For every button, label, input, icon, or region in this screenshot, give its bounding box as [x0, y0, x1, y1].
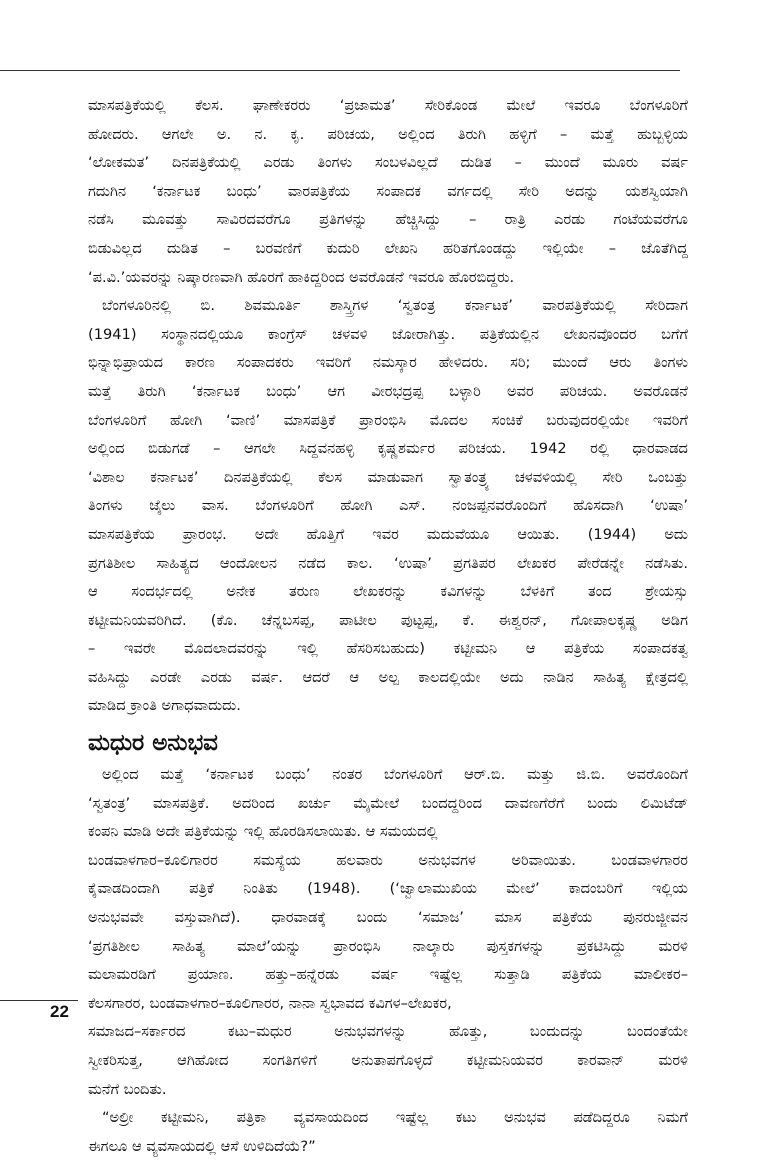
paragraph-1 — [88, 92, 688, 292]
text-line: ಮಲಾಮರಡಿಗೆ ಪ್ರಯಾಣ. ಹತ್ತು–ಹನ್ನೆರಡು ವರ್ಷ ಇಷ್ಟೆಲ್ಲ ಸುತ್ತಾಡಿ ಪತ್ರಿಕೆಯ ಮಾಲೀಕರ– — [88, 966, 688, 984]
paragraph-3 — [88, 761, 688, 1104]
text-line: ನಡೆಸಿ ಮೂವತ್ತು ಸಾವಿರದವರೆಗೂ ಪ್ರತಿಗಳನ್ನು ಹೆಚ್ಚಿಸಿದ್ದು – ರಾತ್ರಿ ಎರಡು ಗಂಟೆಯವರೆಗೂ — [88, 211, 688, 229]
text-line: (1941) ಸಂಸ್ಥಾನದಲ್ಲಿಯೂ ಕಾಂಗ್ರೆಸ್ ಚಳವಳಿ ಜೋರಾಗಿತ್ತು. ಪತ್ರಿಕೆಯಲ್ಲಿನ ಲೇಖನವೊಂದರ ಬಗೆಗೆ — [88, 325, 688, 343]
text-line: ಪ್ರಗತಿಶೀಲ ಸಾಹಿತ್ಯದ ಆಂದೋಲನ ನಡೆದ ಕಾಲ. ‘ಉಷಾ’ ಪ್ರಗತಿಪರ ಲೇಖಕರ ಪೇರೆಡನ್ನೇ ನಡೆಸಿತು. — [88, 554, 688, 572]
text-line: ‘ಪ.ವಿ.’ಯವರನ್ನು ನಿಷ್ಕಾರಣವಾಗಿ ಹೊರಗೆ ಹಾಕಿದ್ದರಿಂದ ಅವರೊಡನೆ ಇವರೂ ಹೊರಬಿದ್ದರು. — [88, 268, 515, 286]
text-line: ‘ಪ್ರಗತಿಶೀಲ ಸಾಹಿತ್ಯ ಮಾಲೆ’ಯನ್ನು ಪ್ರಾರಂಭಿಸಿ ನಾಲ್ಕಾರು ಪುಸ್ತಕಗಳನ್ನು ಪ್ರಕಟಿಸಿದ್ದು ಮರಳಿ — [88, 937, 688, 955]
text-line: ಕೆಲಸಗಾರರ, ಬಂಡವಾಳಗಾರ–ಕೂಲಿಗಾರರ, ನಾನಾ ಸ್ವಭಾವದ ಕವಿಗಳ–ಲೇಖಕರ, — [88, 994, 452, 1012]
text-line: ಬೆಂಗಳೂರಿಗೆ ಹೋಗಿ ‘ವಾಣಿ’ ಮಾಸಪತ್ರಿಕೆ ಪ್ರಾರಂಭಿಸಿ ಮೊದಲ ಸಂಚಿಕೆ ಬರುವುದರಲ್ಲಿಯೇ ಇವರಿಗೆ — [88, 411, 688, 429]
text-line: ‘ಸ್ವತಂತ್ರ’ ಮಾಸಪತ್ರಿಕೆ. ಅದರಿಂದ ಖರ್ಚು ಮೈಮೇಲೆ ಬಂದದ್ದರಿಂದ ದಾವಣಗೆರೆಗೆ ಬಂದು ಲಿಮಿಟೆಡ್ — [88, 794, 688, 812]
text-line: ಮಾಸಪತ್ರಿಕೆಯ ಪ್ರಾರಂಭ. ಅದೇ ಹೊತ್ತಿಗೆ ಇವರ ಮದುವೆಯೂ ಆಯಿತು. (1944) ಅದು — [88, 525, 688, 543]
text-line: – ಇವರೇ ಮೊದಲಾದವರನ್ನು ಇಲ್ಲಿ ಹೆಸರಿಸಬಹುದು) ಕಟ್ಟೀಮನಿ ಆ ಪತ್ರಿಕೆಯ ಸಂಪಾದಕತ್ವ — [88, 640, 688, 658]
text-line: “ಅಲ್ರೀ ಕಟ್ಟೀಮನಿ, ಪತ್ರಿಕಾ ವ್ಯವಸಾಯದಿಂದ ಇಷ್ಟೆಲ್ಲ ಕಟು ಅನುಭವ ಪಡೆದಿದ್ದರೂ ನಿಮಗೆ — [102, 1109, 688, 1127]
text-line: ತಿಂಗಳು ಜೈಲು ವಾಸ. ಬೆಂಗಳೂರಿಗೆ ಹೋಗಿ ಎಸ್. ನಂಜಪ್ಪನವರೊಂದಿಗೆ ಹೊಸದಾಗಿ ‘ಉಷಾ’ — [88, 497, 688, 515]
section-heading: ಮಧುರ ಅನುಭವ — [88, 730, 218, 757]
text-line: ಹೋದರು. ಆಗಲೇ ಅ. ನ. ಕೃ. ಪರಿಚಯ, ಅಲ್ಲಿಂದ ತಿರುಗಿ ಹಳ್ಳಿಗೆ – ಮತ್ತೆ ಹುಬ್ಬಳ್ಳಿಯ — [88, 125, 688, 143]
text-line: ಭಿನ್ನಾಭಿಪ್ರಾಯದ ಕಾರಣ ಸಂಪಾದಕರು ಇವರಿಗೆ ನಮಸ್ಕಾರ ಹೇಳಿದರು. ಸರಿ; ಮುಂದೆ ಆರು ತಿಂಗಳು — [88, 354, 688, 372]
text-line: ಕೈವಾಡದಿಂದಾಗಿ ಪತ್ರಿಕೆ ನಿಂತಿತು (1948). (‘ಜ್ವಾಲಾಮುಖಿಯ ಮೇಲೆ’ ಕಾದಂಬರಿಗೆ ಇಲ್ಲಿಯ — [88, 880, 688, 898]
text-line: ಅಲ್ಲಿಂದ ಬಿಡುಗಡೆ – ಆಗಲೇ ಸಿದ್ದವನಹಳ್ಳಿ ಕೃಷ್ಣಶರ್ಮರ ಪರಿಚಯ. 1942 ರಲ್ಲಿ ಧಾರವಾಡದ — [88, 440, 688, 458]
text-line: ಅಲ್ಲಿಂದ ಮತ್ತೆ ‘ಕರ್ನಾಟಕ ಬಂಧು’ ನಂತರ ಬೆಂಗಳೂರಿಗೆ ಆರ್.ಬಿ. ಮತ್ತು ಜಿ.ಬಿ. ಅವರೊಂದಿಗೆ — [102, 766, 688, 784]
text-line: ‘ಲೋಕಮತ’ ದಿನಪತ್ರಿಕೆಯಲ್ಲಿ ಎರಡು ತಿಂಗಳು ಸಂಬಳವಿಲ್ಲದೆ ದುಡಿತ – ಮುಂದೆ ಮೂರು ವರ್ಷ — [88, 154, 688, 172]
footer-rule — [0, 1000, 78, 1001]
page-content — [88, 92, 688, 1161]
text-line: ‘ವಿಶಾಲ ಕರ್ನಾಟಕ’ ದಿನಪತ್ರಿಕೆಯಲ್ಲಿ ಕೆಲಸ ಮಾಡುವಾಗ ಸ್ವಾತಂತ್ರ್ಯ ಚಳವಳಿಯಲ್ಲಿ ಸೇರಿ ಒಂಬತ್ತು — [88, 468, 688, 486]
text-line: ಆ ಸಂದರ್ಭದಲ್ಲಿ ಅನೇಕ ತರುಣ ಲೇಖಕರನ್ನು ಕವಿಗಳನ್ನು ಬೆಳಕಿಗೆ ತಂದ ಶ್ರೇಯಸ್ಸು — [88, 583, 688, 601]
text-line: ಮತ್ತೆ ತಿರುಗಿ ‘ಕರ್ನಾಟಕ ಬಂಧು’ ಆಗ ವೀರಭದ್ರಪ್ಪ ಬಳ್ಳಾರಿ ಅವರ ಪರಿಚಯ. ಅವರೊಡನೆ — [88, 382, 688, 400]
text-line: ಮಾಸಪತ್ರಿಕೆಯಲ್ಲಿ ಕೆಲಸ. ಘಾಣೇಕರರು ‘ಪ್ರಜಾಮತ’ ಸೇರಿಕೊಂಡ ಮೇಲೆ ಇವರೂ ಬೆಂಗಳೂರಿಗೆ — [88, 97, 688, 114]
text-line: ವಹಿಸಿದ್ದು ಎರಡೇ ಎರಡು ವರ್ಷ. ಆದರೆ ಆ ಅಲ್ಪ ಕಾಲದಲ್ಲಿಯೇ ಅದು ನಾಡಿನ ಸಾಹಿತ್ಯ ಕ್ಷೇತ್ರದಲ್ಲಿ — [88, 668, 688, 686]
text-line: ಅನುಭವವೇ ವಸ್ತುವಾಗಿದೆ). ಧಾರವಾಡಕ್ಕೆ ಬಂದು ‘ಸಮಾಜ’ ಮಾಸ ಪತ್ರಿಕೆಯ ಪುನರುಜ್ಜೀವನ — [88, 909, 688, 927]
paragraph-4 — [88, 1104, 688, 1161]
text-line: ಮನೆಗೆ ಬಂದಿತು. — [88, 1080, 167, 1098]
text-line: ಈಗಲೂ ಆ ವ್ಯವಸಾಯದಲ್ಲಿ ಆಸೆ ಉಳಿದಿದೆಯೆ?” — [88, 1137, 316, 1155]
text-line: ಮಾಡಿದ ಕ್ರಾಂತಿ ಅಗಾಧವಾದುದು. — [88, 697, 241, 715]
text-line: ಬಂಡವಾಳಗಾರ–ಕೂಲಿಗಾರರ ಸಮಸ್ಯೆಯ ಹಲವಾರು ಅನುಭವಗಳ ಅರಿವಾಯಿತು. ಬಂಡವಾಳಗಾರರ — [88, 851, 688, 869]
text-line: ಕಟ್ಟೀಮನಿಯವರಿಗಿದೆ. (ಕೊ. ಚೆನ್ನಬಸಪ್ಪ, ಪಾಟೀಲ ಪುಟ್ಟಪ್ಪ, ಕೆ. ಈಶ್ವರನ್, ಗೋಪಾಲಕೃಷ್ಣ ಅಡಿಗ — [88, 611, 688, 629]
text-line: ಸಮಾಜದ–ಸರ್ಕಾರದ ಕಟು–ಮಧುರ ಅನುಭವಗಳನ್ನು ಹೊತ್ತು, ಬಂದುದನ್ನು ಬಂದಂತೆಯೇ — [88, 1023, 688, 1041]
text-line: ಗದುಗಿನ ‘ಕರ್ನಾಟಕ ಬಂಧು’ ವಾರಪತ್ರಿಕೆಯ ಸಂಪಾದಕ ವರ್ಗದಲ್ಲಿ ಸೇರಿ ಅದನ್ನು ಯಶಸ್ವಿಯಾಗಿ — [88, 182, 688, 200]
text-line: ಸ್ವೀಕರಿಸುತ್ತ, ಆಗಿಹೋದ ಸಂಗತಿಗಳಿಗೆ ಅನುತಾಪಗೊಳ್ಳದೆ ಕಟ್ಟೀಮನಿಯವರ ಕಾರವಾನ್ ಮರಳಿ — [88, 1052, 688, 1069]
text-line: ಕಂಪನಿ ಮಾಡಿ ಅದೇ ಪತ್ರಿಕೆಯನ್ನು ಇಲ್ಲಿ ಹೊರಡಿಸಲಾಯಿತು. ಆ ಸಮಯದಲ್ಲಿ — [88, 823, 438, 841]
text-line: ಬೆಂಗಳೂರಿನಲ್ಲಿ ಬಿ. ಶಿವಮೂರ್ತಿ ಶಾಸ್ತ್ರಿಗಳ ‘ಸ್ವತಂತ್ರ ಕರ್ನಾಟಕ’ ವಾರಪತ್ರಿಕೆಯಲ್ಲಿ ಸೇರಿದಾಗ — [102, 297, 688, 315]
text-line: ಬಿಡುವಿಲ್ಲದ ದುಡಿತ – ಬರವಣಿಗೆ ಕುದುರಿ ಲೇಖನಿ ಹರಿತಗೊಂಡದ್ದು ಇಲ್ಲಿಯೇ – ಜೊತೆಗಿದ್ದ — [88, 239, 688, 257]
page-number: 22 — [50, 1002, 69, 1021]
paragraph-2 — [88, 292, 688, 721]
top-rule — [0, 70, 680, 71]
